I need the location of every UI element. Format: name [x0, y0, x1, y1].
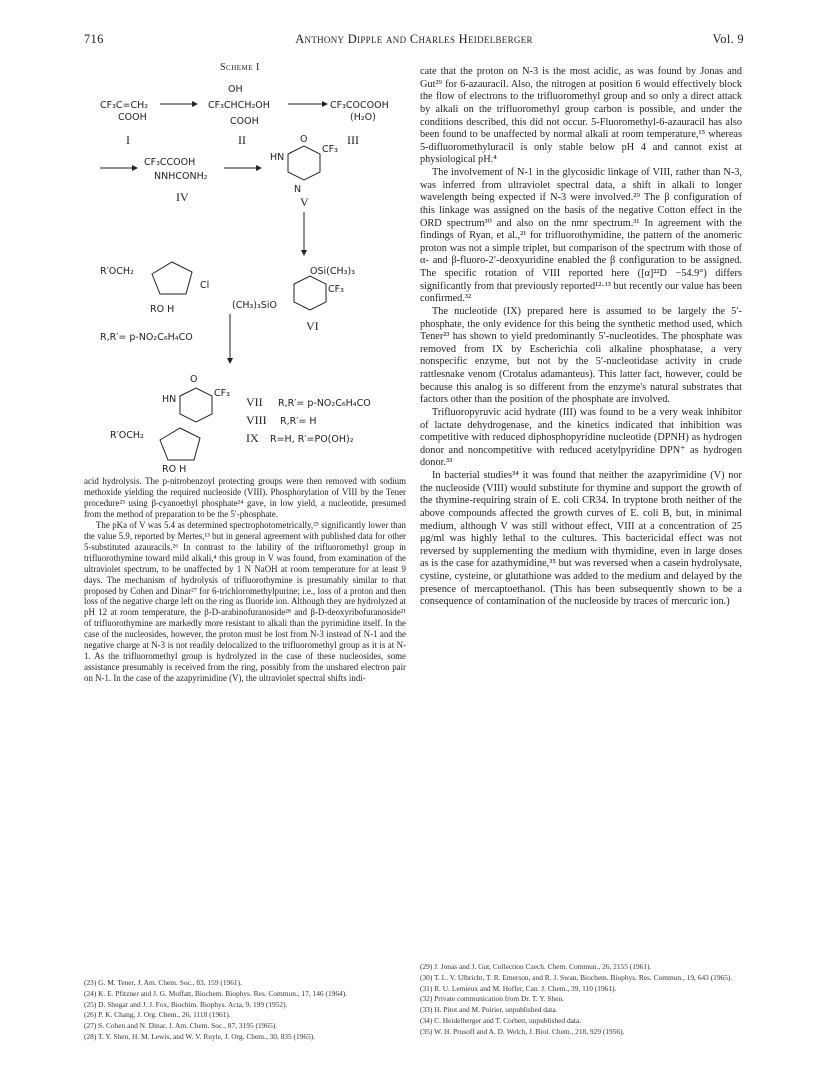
label-roman-ii: II	[238, 133, 246, 147]
ring-v	[288, 146, 320, 180]
page-header	[84, 32, 744, 48]
product-viii-text: R,R′= H	[280, 416, 317, 427]
arrowhead	[256, 165, 262, 171]
ring-vi-sio: (CH₃)₃SiO	[232, 300, 277, 311]
nucleoside-roch2: R′OCH₂	[110, 430, 144, 441]
running-head-volume: Vol. 9	[712, 32, 744, 46]
compound-ii-oh: OH	[228, 84, 243, 95]
product-ix-num: IX	[246, 431, 259, 445]
compound-iv-formula: CF₃CCOOH	[144, 157, 196, 168]
ring-vi-osi: OSi(CH₃)₃	[310, 266, 355, 277]
page-number: 716	[84, 32, 104, 46]
footnote: (23) G. M. Tener, J. Am. Chem. Soc., 83, 159 (1961).	[84, 978, 242, 987]
footnote: (35) W. H. Prusoff and A. D. Welch, J. Biol. Chem., 218, 929 (1956).	[420, 1026, 625, 1036]
compound-i-substituent: COOH	[118, 112, 147, 123]
ring-v-oxygen: O	[300, 134, 308, 145]
footnote: (24) K. E. Pfitzner and J. G. Moffatt, Biochem. Biophys. Res. Commun., 17, 146 (1964).	[84, 988, 348, 998]
label-roman-v: V	[300, 195, 309, 209]
nucleoside-oxygen: O	[190, 374, 198, 385]
nucleoside-sugar-ring	[160, 428, 200, 460]
right-column	[420, 66, 742, 611]
ring-v-hn: HN	[270, 152, 285, 163]
footnote: (33) H. Pitot and M. Poirier, unpublished data.	[420, 1005, 558, 1015]
scheme-diagram	[100, 62, 405, 472]
paragraph: Trifluoropyruvic acid hydrate (III) was found to be a very weak inhibitor of lactate dehydrogenase, and the kinetics indicated that inhibition was competitive with reduced diphosphopyridine nucleotide (DPNH) as hydrogen donor and noncompetitive with reduced acetylpyridine DPN⁺ as hydrogen donor.³³	[420, 406, 742, 469]
arrowhead	[227, 358, 233, 364]
ring-vi-cf3: CF₃	[328, 284, 344, 295]
sugar-ro-h: RO H	[150, 304, 175, 315]
sugar-ring	[152, 262, 192, 294]
footnote: (30) T. L. V. Ulbricht, T. R. Emerson, and R. J. Swan, Biochem. Biophys. Res. Commun., 19, 643 (1965).	[420, 972, 733, 982]
footnote: (25) D. Shugar and J. J. Fox, Biochim. Biophys. Acta, 9, 199 (1952).	[84, 999, 288, 1009]
footnote: (26) P. K. Chang, J. Org. Chem., 26, 1118 (1961).	[84, 1010, 231, 1020]
rr-definition: R,R′= p-NO₂C₆H₄CO	[100, 332, 193, 343]
compound-iii-formula: CF₃COCOOH	[330, 100, 389, 111]
nucleoside-hn: HN	[162, 394, 177, 405]
label-roman-vi: VI	[306, 319, 319, 333]
sugar-chloride: Cl	[200, 280, 210, 291]
footnote: (29) J. Jonas and J. Gut, Collection Czech. Chem. Commun., 26, 2155 (1961).	[420, 962, 652, 971]
product-viii-num: VIII	[246, 413, 267, 427]
compound-i-formula: CF₃C=CH₂	[100, 100, 149, 111]
nucleoside-ring	[180, 388, 212, 422]
paragraph: acid hydrolysis. The p-nitrobenzoyl protecting groups were then removed with sodium methoxide yielding the required nucleoside (VIII). Phosphorylation of VIII by the Tener procedure²³ using β-cyanoethyl phosphate²⁴ gave, in low yield, a nucleotide, presumed from the method of preparation to be the 5′-phosphate.	[84, 476, 406, 519]
compound-ii-substituent: COOH	[230, 116, 259, 127]
arrowhead	[322, 101, 328, 107]
footnote: (28) T. Y. Shen, H. M. Lewis, and W. V. Ruyle, J. Org. Chem., 30, 835 (1965).	[84, 1031, 316, 1041]
arrowhead	[301, 250, 307, 256]
sugar-roch2: R′OCH₂	[100, 266, 134, 277]
paragraph: The pKa of V was 5.4 as determined spectrophotometrically,²⁵ significantly lower than the value 5.9, reported by Mertes,¹³ but in general agreement with published data for other 5-substituted azauracils.²⁶ In contrast to the lability of the trifluoromethyl group in trifluorothymine toward mild alkali,⁴ this group in V was found, from examination of the ultraviolet spectrum, to be unaffected by 1 N NaOH at room temperature for at least 9 days. The mechanism of hydrolysis of trifluorothymine is presumably similar to that proposed by Cohen and Dinar²⁷ for 6-trichloromethylpurine; i.e., loss of a proton and then loss of the negative charge left on the ring as fluoride ion. Although they are hydrolyzed at pH 12 at room temperature, the β-D-arabinofuranoside²⁸ and β-D-deoxyribofuranoside²¹ of trifluorothymine are markedly more resistant to alkali than the pyrimidine itself. In the case of the nucleosides, however, the proton must be lost from N-3 instead of N-1 and the negative charge at N-3 is not readily delocalized to the trifluoromethyl group as it is at N-1. As the trifluoromethyl group is hydrolyzed in the case of these nucleosides, some assistance presumably is received from the ring, possibly from the unshared electron pair on N-1. In the case of the azapyrimidine (V), the ultraviolet spectral shifts indi-	[84, 519, 406, 684]
label-roman-iii: III	[347, 133, 359, 147]
nucleoside-ro-h: RO H	[162, 464, 187, 472]
left-column	[84, 476, 406, 684]
product-vii-text: R,R′= p-NO₂C₆H₄CO	[278, 398, 371, 409]
running-head-authors: Anthony Dipple and Charles Heidelberger	[295, 32, 533, 46]
compound-iii-substituent: (H₂O)	[350, 112, 376, 123]
arrowhead	[132, 165, 138, 171]
label-roman-iv: IV	[176, 190, 189, 204]
footnotes-right	[420, 962, 742, 1038]
footnote: (27) S. Cohen and N. Dinar, J. Am. Chem. Soc., 87, 3195 (1965).	[84, 1021, 278, 1031]
footnote: (34) C. Heidelberger and T. Corbett, unpublished data.	[420, 1015, 582, 1025]
scheme-title: Scheme I	[220, 62, 260, 73]
ring-v-nitrogen: N	[294, 184, 302, 195]
footnote: (31) R. U. Lemieux and M. Hoffer, Can. J. Chem., 39, 110 (1961).	[420, 983, 617, 993]
compound-ii-formula: CF₃CHCH₂OH	[208, 100, 270, 111]
reaction-scheme	[100, 62, 405, 472]
paragraph: The involvement of N-1 in the glycosidic linkage of VIII, rather than N-3, was inferred from ultraviolet spectral data, a shift in alkali to longer wavelength being expected if N-3 were involved.²⁹ The β configuration of this linkage was assigned on the basis of the negative Cotton effect in the ORD spectrum³⁰ and also on the nmr spectrum.³¹ In agreement with the findings of Ryan, et al.,²¹ for trifluorothymidine, the pattern of the anomeric proton was not a simple triplet, but comparison of the spectrum with those of α- and β-fluoro-2′-deoxyuridine enabled the β configuration to be assigned. The specific rotation of VIII reported here ([α]²²D −54.9°) differs significantly from that previously reported¹²·¹³ but recently our value has been confirmed.³²	[420, 167, 742, 305]
label-roman-i: I	[126, 133, 130, 147]
paragraph: In bacterial studies³⁴ it was found that neither the azapyrimidine (V) nor the nucleoside (VIII) would substitute for thymine and support the growth of the thymine-requiring strain of E. coli CR34. In tryptone broth neither of the above compounds affected the growth curves of E. coli B, but, in minimal medium, although V was still without effect, VIII at a concentration of 25 μg/ml was highly lethal to the cultures. This bactericidal effect was not reversed by supplementing the medium with thymidine, even in large doses as is the case for azathymidine,³⁵ but was reversed when a casein hydrolysate, cystine, cysteine, or glutathione was added to the medium and delayed by the presence of mercaptoethanol. (This has been subsequently shown to be a consequence of contamination of the nucleoside by traces of mercuric ion.)	[420, 470, 742, 608]
footnote: (32) Private communication from Dr. T. Y. Shen.	[420, 994, 565, 1004]
paragraph: The nucleotide (IX) prepared here is assumed to be largely the 5′-phosphate, the only evidence for this being the synthetic method used, which Tener²³ has shown to yield predominantly 5′-nucleotides. The phosphate was removed from IX by Escherichia coli alkaline phosphatase, a very nonspecific enzyme, but not by the 5′-nucleotidase activity in crude rattlesnake venom (Crotalus adamanteus). This latter fact, however, could be because this analog is so different from the enzyme's natural substrates that factors other than the position of the phosphate are involved.	[420, 305, 742, 406]
arrowhead	[192, 101, 198, 107]
ring-vi	[294, 276, 326, 310]
ring-v-cf3: CF₃	[322, 144, 338, 155]
footnotes-left	[84, 978, 406, 1043]
compound-iv-substituent: NNHCONH₂	[154, 171, 208, 182]
product-vii-num: VII	[246, 395, 263, 409]
product-ix-text: R=H, R′=PO(OH)₂	[270, 434, 354, 445]
paragraph: cate that the proton on N-3 is the most acidic, as was found by Jonas and Gut²⁹ for 6-azauracil. Also, the nitrogen at position 6 would effectively block the flow of electrons to the trifluoromethyl group and so only a direct attack by alkali on the trifluoromethyl group carbon is possible, and under the conditions described, this did not occur. 5-Fluoromethyl-6-azauracil has also been found to be unaffected by normal alkali at room temperature,¹⁵ whereas 5-difluoromethyluracil is only stable below pH 4 and cannot exist at physiological pH.⁴	[420, 66, 742, 166]
nucleoside-cf3: CF₃	[214, 388, 230, 399]
